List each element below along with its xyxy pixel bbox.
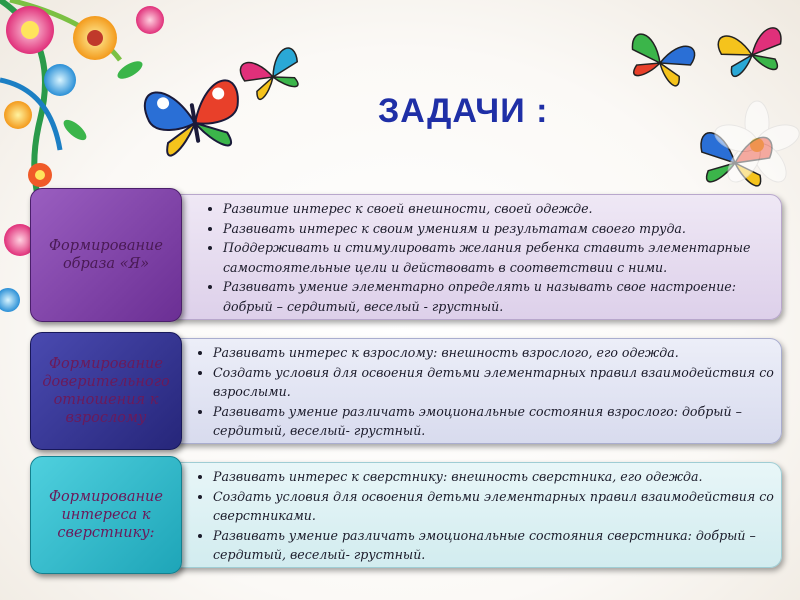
row-1-label: Формирование образа «Я» xyxy=(49,238,163,272)
butterfly-small-top xyxy=(238,42,308,112)
butterfly-right-1 xyxy=(620,28,700,98)
row-1-item: • Развитие интерес к своей внешности, своей одежде. xyxy=(223,199,781,219)
row-1-item: • Развивать интерес к своим умениям и результатам своего труда. xyxy=(223,219,781,239)
row-2-label-box xyxy=(30,332,182,450)
row-2-item: • Развивать интерес к взрослому: внешность взрослого, его одежда. xyxy=(213,343,781,363)
row-2-text-box xyxy=(168,338,782,444)
row-2-item: • Развивать умение различать эмоциональные состояния взрослого: добрый – сердитый, веселый- грустный. xyxy=(213,402,781,441)
row-3-label: Формирование интереса к сверстнику: xyxy=(49,489,163,541)
row-1-item: • Развивать умение элементарно определять и называть свое настроение: добрый – сердитый, веселый - грустный. xyxy=(223,277,781,316)
row-1-text-box xyxy=(168,194,782,320)
butterfly-large-left xyxy=(140,68,250,178)
butterfly-right-2 xyxy=(712,20,792,90)
page-title: ЗАДАЧИ : xyxy=(378,92,549,130)
row-1-item: • Поддерживать и стимулировать желания ребенка ставить элементарные самостоятельные цели и действовать в соответствии с ними. xyxy=(223,238,781,277)
row-1-label-box xyxy=(30,188,182,322)
row-3-item: • Развивать интерес к сверстнику: внешность сверстника, его одежда. xyxy=(213,467,781,487)
row-3-text-box xyxy=(168,462,782,568)
row-3-label-box xyxy=(30,456,182,574)
row-3-item: • Создать условия для освоения детьми элементарных правил взаимодействия со сверстниками. xyxy=(213,487,781,526)
row-2-item: • Создать условия для освоения детьми элементарных правил взаимодействия со взрослыми. xyxy=(213,363,781,402)
row-2-label: Формирование доверительного отношения к взрослому xyxy=(42,356,170,426)
flower-white-right xyxy=(712,100,800,190)
row-3-item: • Развивать умение различать эмоциональные состояния сверстника: добрый – сердитый, веселый- грустный. xyxy=(213,526,781,565)
